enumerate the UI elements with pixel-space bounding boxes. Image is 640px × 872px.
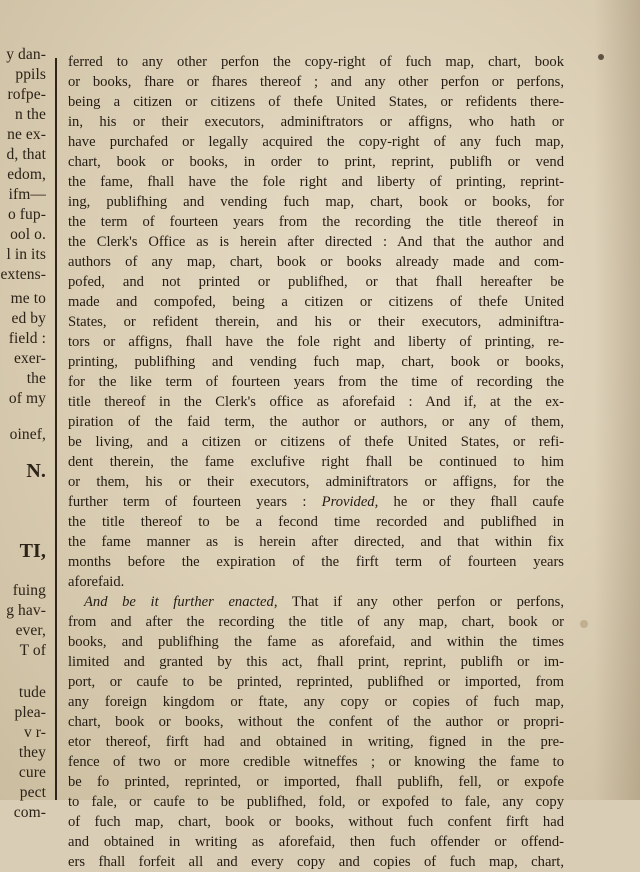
left-column-fragment: extens-: [0, 266, 46, 283]
left-column-fragment: cure: [18, 764, 46, 781]
article-line: title thereof in the Clerk's office as aforefaid : And if, at the ex-: [68, 394, 564, 410]
article-line: of fuch map, chart, book or books, without fuch confent firft had: [68, 814, 564, 830]
article-line: printing, publifhing and vending fuch map, chart, book or books,: [68, 354, 564, 370]
left-column-fragments: [0, 46, 52, 821]
article-line-start: further term of fourteen years :: [68, 494, 307, 510]
article-line: for the like term of fourteen years from the time of recording the: [68, 374, 564, 390]
article-line: ferred to any other perfon the copy-right of fuch map, chart, book: [68, 54, 564, 70]
left-column-fragment: tude: [18, 684, 46, 701]
article-line: port, or caufe to be printed, reprinted, publifhed or imported, from: [68, 674, 564, 690]
left-column-fragment: N.: [26, 460, 46, 482]
article-line: the Clerk's Office as is herein after directed : And that the author and: [68, 234, 564, 250]
article-line: chart, book or books, without the confent of the author or propri-: [68, 714, 564, 730]
left-column-fragment: oinef,: [9, 426, 46, 443]
provided-italic: Provided,: [321, 494, 379, 510]
age-spot: [580, 620, 588, 628]
age-spot: [598, 54, 604, 60]
article-line: the fame manner as is herein after directed, and that within fix: [68, 534, 564, 550]
article-line: authors of any map, chart, book or books already made and com-: [68, 254, 564, 270]
article-line: have purchafed or legally acquired the copy-right of any fuch map,: [68, 134, 564, 150]
article-line: in, his or their executors, adminiftrators or affigns, who hath or: [68, 114, 564, 130]
left-column-fragment: o fup-: [7, 206, 46, 223]
left-column-fragment: com-: [13, 804, 46, 821]
article-line: the term of fourteen years from the recording the title thereof in: [68, 214, 564, 230]
left-column-fragment: ifm—: [8, 186, 46, 203]
left-column-fragment: y dan-: [6, 46, 46, 63]
article-line: be living, and a citizen or citizens of thefe United States, or refi-: [68, 434, 564, 450]
left-column-fragment: pect: [19, 784, 46, 801]
left-column-fragment: TI,: [19, 540, 46, 562]
article-line: States, or refident therein, and his or their executors, adminiftra-: [68, 314, 564, 330]
article-line: made and compofed, being a citizen or citizens of thefe United: [68, 294, 564, 310]
article-line: books, and publifhing the fame as aforefaid, and within the times: [68, 634, 564, 650]
article-line: the fame, fhall have the fole right and liberty of printing, reprint-: [68, 174, 564, 190]
article-line: or books, fhare or fhares thereof ; and any other perfon or perfons,: [68, 74, 564, 90]
article-line: chart, book or books, in order to print, reprint, publifh or vend: [68, 154, 564, 170]
left-column-fragment: T of: [19, 642, 46, 659]
article-line: from and after the recording the title of any map, chart, book or: [68, 614, 564, 630]
left-column-fragment: of my: [8, 390, 46, 407]
left-column-fragment: l in its: [6, 246, 46, 263]
left-column-fragment: the: [26, 370, 46, 387]
left-column-fragment: n the: [14, 106, 46, 123]
article-line: pofed, and not printed or publifhed, or that fhall hereafter be: [68, 274, 564, 290]
left-column-fragment: ever,: [15, 622, 46, 639]
article-line-provided: [68, 492, 564, 512]
article-column: [68, 52, 565, 870]
article-line: or them, his or their executors, adminiftrators or affigns, for the: [68, 474, 564, 490]
article-line: fence of two or more credible witneffes ; or knowing the fame to: [68, 754, 564, 770]
left-column-fragment: they: [18, 744, 46, 761]
article-line: etor thereof, firft had and obtained in writing, figned in the pre-: [68, 734, 564, 750]
article-line: tors or affigns, fhall have the fole right and liberty of printing, re-: [68, 334, 564, 350]
left-column-fragment: g hav-: [6, 602, 46, 619]
article-line: and obtained in writing as aforefaid, then fuch offender or offend-: [68, 834, 564, 850]
left-column-fragment: ed by: [11, 310, 46, 327]
left-column-fragment: ppils: [15, 66, 46, 83]
left-column-fragment: exer-: [13, 350, 46, 367]
left-column-fragment: plea-: [14, 704, 46, 721]
article-line: any foreign kingdom or ftate, any copy or copies of fuch map,: [68, 694, 564, 710]
article-line: ers fhall forfeit all and every copy and copies of fuch map, chart,: [68, 854, 564, 870]
article-line: ing, publifhing and vending fuch map, chart, book or books, for: [68, 194, 564, 210]
article-line: to fale, or caufe to be publifhed, fold, or expofed to fale, any copy: [68, 794, 564, 810]
left-column-fragment: rofpe-: [7, 86, 46, 103]
column-rule: [55, 58, 57, 800]
article-line: dent therein, the fame exclufive right fhall be continued to him: [68, 454, 564, 470]
article-line: limited and granted by this act, fhall print, reprint, publifh or im-: [68, 654, 564, 670]
left-column-fragment: d, that: [6, 146, 46, 163]
article-line: aforefaid.: [68, 574, 125, 590]
article-line-enacted: [68, 592, 564, 612]
left-column-fragment: ool o.: [10, 226, 46, 243]
provided-rest: he or they fhall caufe: [378, 494, 564, 510]
enacted-italic: And be it further enacted,: [84, 594, 278, 610]
article-line: the title thereof to be a fecond time recorded and publifhed in: [68, 514, 564, 530]
enacted-rest: That if any other perfon or perfons,: [291, 594, 565, 610]
left-column-fragment: v r-: [23, 724, 46, 741]
left-column-fragment: me to: [10, 290, 46, 307]
article-line: being a citizen or citizens of thefe United States, or refidents there-: [68, 94, 564, 110]
left-column-fragment: edom,: [7, 166, 46, 183]
article-line: be fo printed, reprinted, or imported, fhall publifh, fell, or expofe: [68, 774, 564, 790]
left-column-fragment: field :: [8, 330, 46, 347]
left-column-fragment: ne ex-: [7, 126, 46, 143]
article-line: months before the expiration of the firft term of fourteen years: [68, 554, 564, 570]
article-line: piration of the faid term, the author or authors, or any of them,: [68, 414, 564, 430]
left-column-fragment: fuing: [12, 582, 46, 599]
